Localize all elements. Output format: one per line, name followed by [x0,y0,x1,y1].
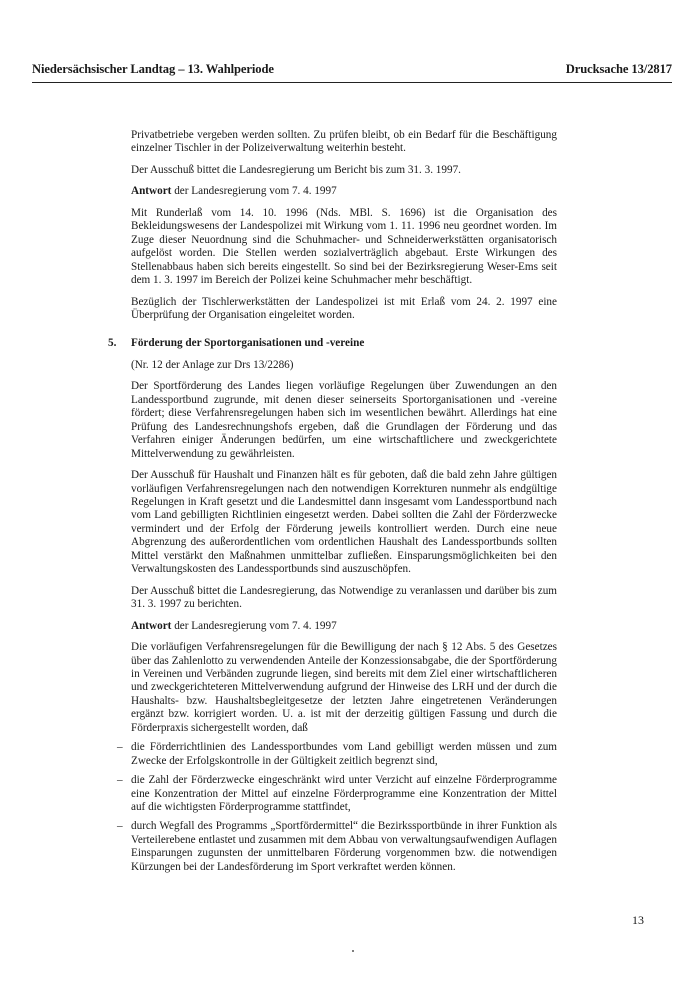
antwort-label: Antwort [131,619,172,632]
list-item-text: die Zahl der Förderzwecke eingeschränkt wird unter Verzicht auf einzelne Förderprogramme eine Konzentration der Mittel auf einzelne Förderprogramme eine Konzentration der Mittel auf die wichtigsten Förderprogramme stattfindet, [131,774,557,814]
section5-paragraph-3: Der Ausschuß bittet die Landesregierung, das Notwendige zu veranlassen und darüber bis zum 31. 3. 1997 zu berichten. [131,584,557,611]
dash-mark: – [117,741,123,754]
antwort-label: Antwort [131,185,172,198]
antwort2-paragraph-1: Die vorläufigen Verfahrensregelungen für die Bewilligung der nach § 12 Abs. 5 des Gesetzes über das Zahlenlotto zu verwendenden Anteile der Konzessionsabgabe, die der Sportförderung in Vereinen und Verbänden zugrunde liegen, sind bereits mit dem Ziel einer wirtschaftlicheren und zweckgerichteteren Mittelverwendung aufgrund der Hinweise des LRH und der durch die Haushalts- bzw. Haushaltsbegleitgesetze der letzten Jahre eingetretenen Veränderungen ergänzt bzw. korrigiert worden. U. a. ist mit der derzeitig gültigen Fassung und durch die Förderpraxis sichergestellt worden, daß [131,641,557,734]
page-header [32,62,672,77]
antwort1-paragraph-2: Bezüglich der Tischlerwerkstätten der Landespolizei ist mit Erlaß vom 24. 2. 1997 eine Überprüfung der Organisation eingeleitet worden. [131,295,557,321]
scan-dot [352,950,354,952]
section-5 [108,337,557,611]
intro-paragraph-1: Privatbetriebe vergeben werden sollten. Zu prüfen bleibt, ob ein Bedarf für die Beschäftigung einzelner Tischler in der Polizeiverwaltung weiterhin besteht. [131,129,557,155]
section-number: 5. [108,337,117,350]
antwort1-paragraph-1: Mit Runderlaß vom 14. 10. 1996 (Nds. MBl. S. 1696) ist die Organisation des Bekleidungswesens der Landespolizei mit Wirkung vom 1. 11. 1996 neu geordnet worden. Im Zuge dieser Neuordnung sind die Schuhmacher- und Schneiderwerkstätten organisatorisch aufgelöst worden. Die Stellen werden sozialverträglich abgebaut. Erste Wirkungen des Stellenabbaus haben sich bereits eingestellt. So sind bei der Bezirksregierung Weser-Ems seit dem 1. 3. 1997 im Bereich der Polizei keine Schuhmacher mehr beschäftigt. [131,206,557,287]
section5-paragraph-1: Der Sportförderung des Landes liegen vorläufige Regelungen über Zuwendungen an den Landessportbund zugrunde, mit denen dieser seinerseits Sportorganisationen und -vereine fördert; diese Verfahrensregelungen haben sich im wesentlichen bewährt. Allerdings hat eine Prüfung des Landesrechnungshofs ergeben, daß die Grundlagen der Förderung und das Verfahren einiger Änderungen bedürfen, um eine wirtschaftlichere und zweckgerichtete Mittelverwendung zu gewährleisten. [131,380,557,460]
antwort-heading-2 [131,620,557,633]
antwort-date: der Landesregierung vom 7. 4. 1997 [171,619,337,632]
list-item [117,741,557,768]
page-number: 13 [632,913,644,927]
section-subtitle: (Nr. 12 der Anlage zur Drs 13/2286) [131,358,294,371]
header-title: Niedersächsischer Landtag – 13. Wahlperiode [32,62,274,76]
header-document-number: Drucksache 13/2817 [565,62,672,76]
dash-mark: – [117,820,123,833]
list-item [117,774,557,814]
intro-paragraph-2: Der Ausschuß bittet die Landesregierung um Bericht bis zum 31. 3. 1997. [131,163,461,176]
section-title: Förderung der Sportorganisationen und -vereine [131,337,365,350]
list-item-text: die Förderrichtlinien des Landessportbundes vom Land gebilligt werden müssen und zum Zwecke der Erfolgskontrolle in der Gültigkeit zeitlich begrenzt sind, [131,741,557,767]
list-item-text: durch Wegfall des Programms „Sportfördermittel“ die Bezirkssportbünde in ihrer Funktion als Verteilerebene entlastet und zusammen mit dem Abbau von verwaltungsaufwendigen Auflagen Einsparungen zugunsten der unmittelbaren Förderung vorgenommen bzw. die notwendigen Kürzungen bei der Landesförderung im Sport verkraftet werden können. [131,820,557,873]
main-content [108,129,557,880]
section5-paragraph-2: Der Ausschuß für Haushalt und Finanzen hält es für geboten, daß die bald zehn Jahre gültigen vorläufigen Verfahrensregelungen nach den notwendigen Korrekturen nunmehr als endgültige Regelungen in Kraft gesetzt und die Landesmittel dann insgesamt vom Landessportbund nach vom Land gebilligten Richtlinien eingesetzt werden. Dabei sollten die Zahl der Förderzwecke vermindert und der Erfolg der Förderung jeweils kontrolliert werden. Durch eine neue Abgrenzung des außerordentlichen vom ordentlichen Haushalt des Landessportbunds sollten Mittel verstärkt den Maßnahmen unmittelbar zufließen. Einsparungsmöglichkeiten bei den Verwaltungskosten des Landessportbunds sind auszuschöpfen. [131,469,557,576]
antwort-date: der Landesregierung vom 7. 4. 1997 [171,185,337,198]
antwort-heading-1 [131,185,557,198]
header-rule [32,82,672,83]
dash-mark: – [117,774,123,787]
dash-list [117,741,557,874]
list-item [117,820,557,874]
